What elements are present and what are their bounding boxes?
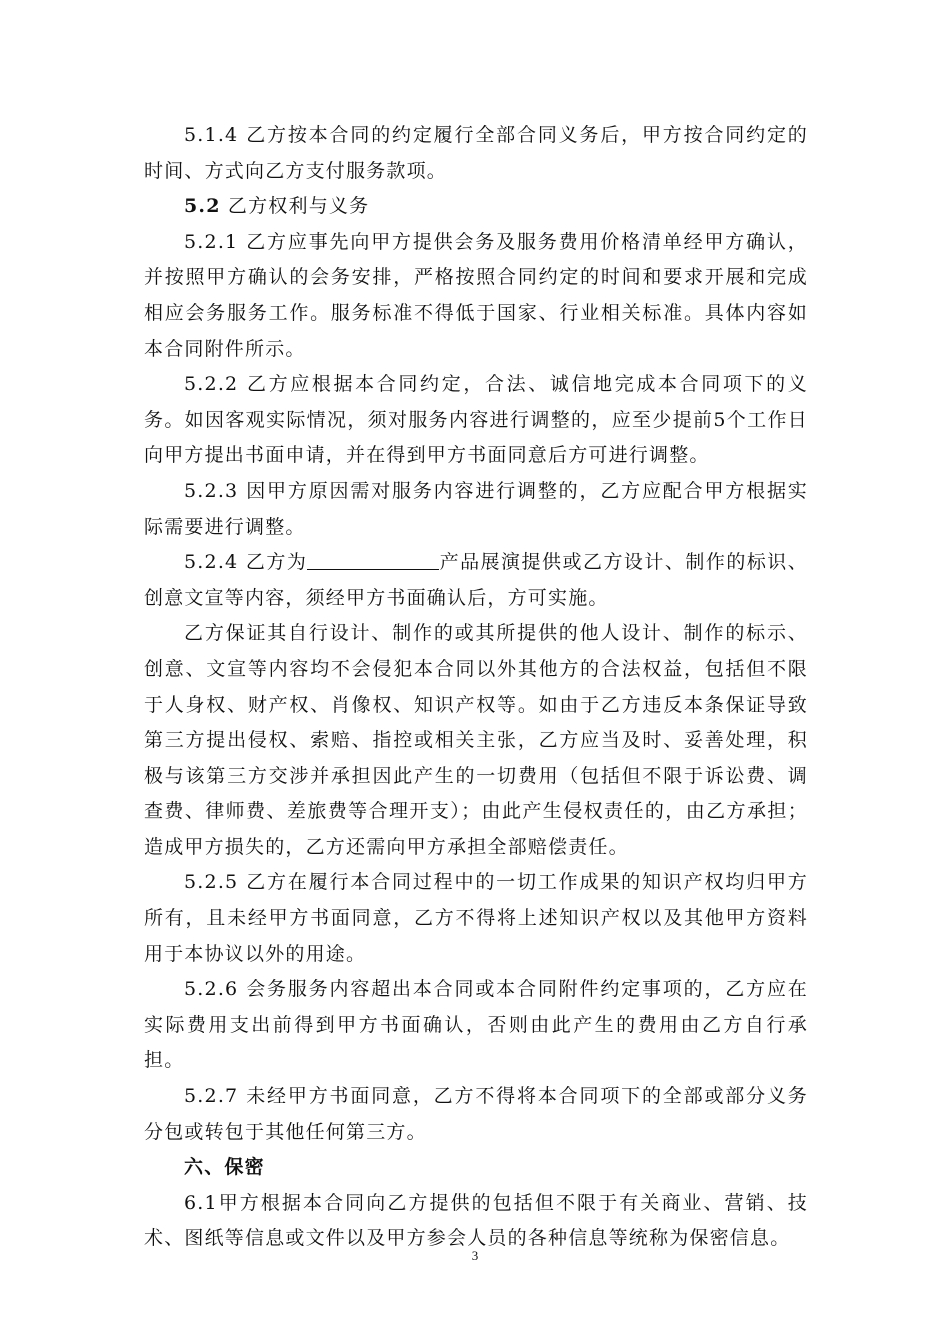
clause-5-1-4: 5.1.4 乙方按本合同的约定履行全部合同义务后，甲方按合同约定的时间、方式向乙方支付服务款项。 — [144, 124, 808, 182]
page-number: 3 — [471, 1248, 479, 1263]
clause-5-2-7: 5.2.7 未经甲方书面同意，乙方不得将本合同项下的全部或部分义务分包或转包于其他任何第三方。 — [144, 1085, 808, 1143]
clause-5-2-4-rest: 产品展演提供或乙方设计、制作的标识、创意文宣等内容，须经甲方书面确认后，方可实施。 — [144, 551, 808, 609]
clause-5-2-4 — [144, 545, 808, 616]
section-5-2-title: 乙方权利与义务 — [220, 195, 370, 218]
fill-in-blank — [307, 551, 439, 570]
clause-5-2-4-guarantee: 乙方保证其自行设计、制作的或其所提供的他人设计、制作的标示、创意、文宣等内容均不会侵犯本合同以外其他方的合法权益，包括但不限于人身权、财产权、肖像权、知识产权等。如由于乙方违反本条保证导致第三方提出侵权、索赔、指控或相关主张，乙方应当及时、妥善处理，积极与该第三方交涉并承担因此产生的一切费用（包括但不限于诉讼费、调查费、律师费、差旅费等合理开支）；由此产生侵权责任的，由乙方承担；造成甲方损失的，乙方还需向甲方承担全部赔偿责任。 — [144, 622, 808, 858]
document-body — [144, 118, 808, 1257]
clause-5-2-2: 5.2.2 乙方应根据本合同约定，合法、诚信地完成本合同项下的义务。如因客观实际情况，须对服务内容进行调整的，应至少提前5个工作日向甲方提出书面申请，并在得到甲方书面同意后方可进行调整。 — [144, 373, 808, 467]
section-6-heading: 六、保密 — [184, 1156, 265, 1179]
clause-5-2-5: 5.2.5 乙方在履行本合同过程中的一切工作成果的知识产权均归甲方所有，且未经甲方书面同意，乙方不得将上述知识产权以及其他甲方资料用于本协议以外的用途。 — [144, 871, 808, 965]
section-5-2-heading — [144, 189, 808, 225]
clause-5-2-4-lead: 5.2.4 乙方为 — [184, 551, 308, 574]
clause-6-1: 6.1甲方根据本合同向乙方提供的包括但不限于有关商业、营销、技术、图纸等信息或文件以及甲方参会人员的各种信息等统称为保密信息。 — [144, 1191, 808, 1250]
clause-5-2-3: 5.2.3 因甲方原因需对服务内容进行调整的，乙方应配合甲方根据实际需要进行调整。 — [144, 479, 808, 538]
clause-5-2-6: 5.2.6 会务服务内容超出本合同或本合同附件约定事项的，乙方应在实际费用支出前得到甲方书面确认，否则由此产生的费用由乙方自行承担。 — [144, 978, 808, 1072]
section-5-2-number: 5.2 — [184, 195, 221, 218]
clause-5-2-1: 5.2.1 乙方应事先向甲方提供会务及服务费用价格清单经甲方确认，并按照甲方确认的会务安排，严格按照合同约定的时间和要求开展和完成相应会务服务工作。服务标准不得低于国家、行业相关标准。具体内容如本合同附件所示。 — [144, 230, 808, 360]
